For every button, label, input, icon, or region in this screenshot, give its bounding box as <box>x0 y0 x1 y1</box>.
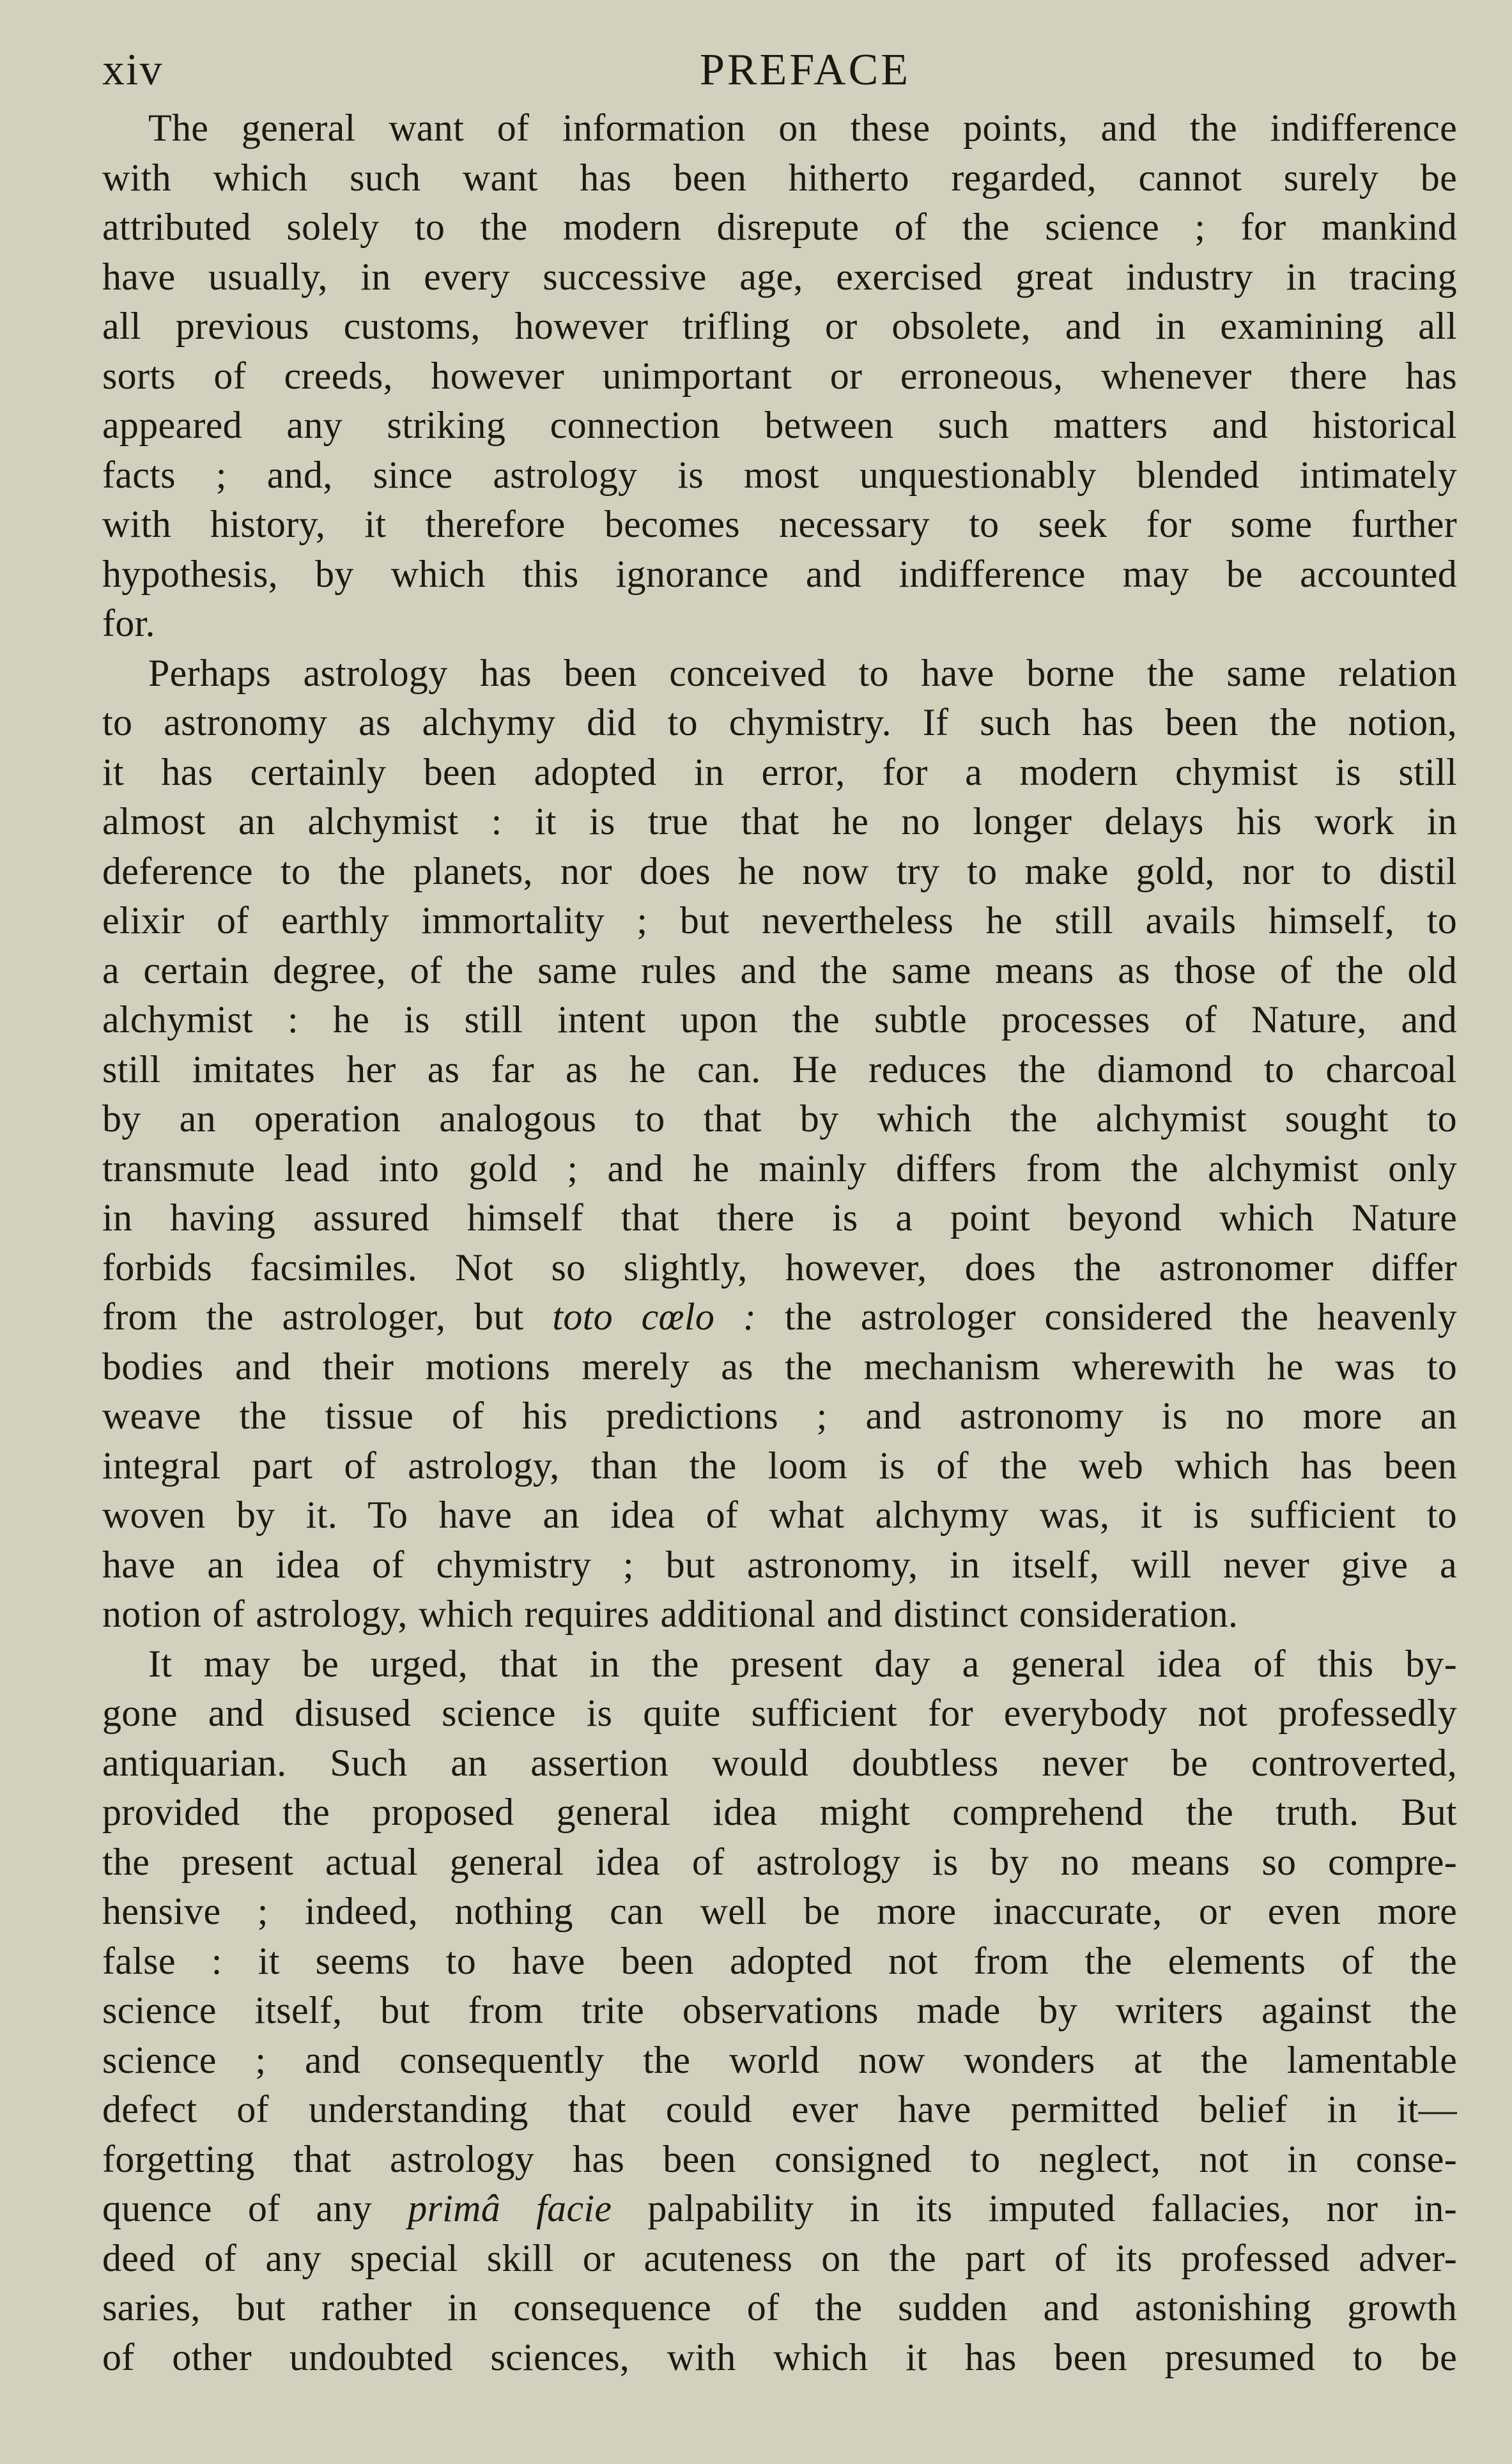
page-title: PREFACE <box>699 45 911 95</box>
text-line-with-italic <box>102 2184 1457 2234</box>
text-line: science itself, but from trite observations made by writers against the <box>102 1989 1457 2031</box>
text-line: saries, but rather in consequence of the sudden and astonishing growth <box>102 2286 1457 2328</box>
text-line: still imitates her as far as he can. He reduces the diamond to charcoal <box>102 1048 1457 1090</box>
book-page <box>102 38 1457 2382</box>
text-line: hensive ; indeed, nothing can well be more inaccurate, or even more <box>102 1890 1457 1932</box>
text-line: by an operation analogous to that by which the alchymist sought to <box>102 1097 1457 1140</box>
text-segment: from the astrologer, but <box>102 1296 553 1338</box>
text-line: woven by it. To have an idea of what alchymy was, it is sufficient to <box>102 1494 1457 1536</box>
text-line: defect of understanding that could ever have permitted belief in it— <box>102 2088 1457 2130</box>
text-line: a certain degree, of the same rules and the same means as those of the old <box>102 949 1457 991</box>
text-line: forgetting that astrology has been consigned to neglect, not in conse- <box>102 2137 1457 2180</box>
text-line: gone and disused science is quite sufficient for everybody not professedly <box>102 1692 1457 1734</box>
text-line: of other undoubted sciences, with which it has been presumed to be <box>102 2336 1457 2378</box>
text-line-with-italic <box>102 1292 1457 1342</box>
text-line: have usually, in every successive age, exercised great industry in tracing <box>102 255 1457 298</box>
running-head <box>102 38 1457 102</box>
text-line: deed of any special skill or acuteness on the part of its professed adver- <box>102 2236 1457 2279</box>
text-line: the present actual general idea of astrology is by no means so compre- <box>102 1840 1457 1883</box>
text-segment: palpability in its imputed fallacies, nor in- <box>612 2187 1457 2229</box>
page-number: xiv <box>102 45 164 95</box>
text-line: forbids facsimiles. Not so slightly, however, does the astronomer differ <box>102 1246 1457 1289</box>
text-line: hypothesis, by which this ignorance and indifference may be accounted <box>102 552 1457 595</box>
text-line: transmute lead into gold ; and he mainly differs from the alchymist only <box>102 1147 1457 1189</box>
text-line: have an idea of chymistry ; but astronomy, in itself, will never give a <box>102 1543 1457 1586</box>
text-line: antiquarian. Such an assertion would doubtless never be controverted, <box>102 1741 1457 1784</box>
text-line: almost an alchymist : it is true that he no longer delays his work in <box>102 800 1457 842</box>
text-line: elixir of earthly immortality ; but nevertheless he still avails himself, to <box>102 899 1457 941</box>
text-line: bodies and their motions merely as the mechanism wherewith he was to <box>102 1345 1457 1388</box>
text-line: attributed solely to the modern disrepute of the science ; for mankind <box>102 206 1457 248</box>
text-line: deference to the planets, nor does he now try to make gold, nor to distil <box>102 849 1457 892</box>
italic-phrase: primâ facie <box>408 2187 612 2229</box>
text-line: notion of astrology, which requires additional and distinct consideration. <box>102 1593 1238 1635</box>
text-line: in having assured himself that there is a point beyond which Nature <box>102 1197 1457 1239</box>
text-segment: the astrologer considered the heavenly <box>756 1296 1457 1338</box>
text-line: facts ; and, since astrology is most unquestionably blended intimately <box>102 453 1457 496</box>
text-line: to astronomy as alchymy did to chymistry. If such has been the notion, <box>102 701 1457 743</box>
text-line: The general want of information on these points, and the indifference <box>148 107 1457 149</box>
text-line: false : it seems to have been adopted not from the elements of the <box>102 1939 1457 1982</box>
text-line: It may be urged, that in the present day a general idea of this by- <box>148 1642 1457 1685</box>
text-line: all previous customs, however trifling or obsolete, and in examining all <box>102 305 1457 347</box>
text-segment: quence of any <box>102 2187 408 2229</box>
text-line: Perhaps astrology has been conceived to have borne the same relation <box>148 651 1457 694</box>
text-line: it has certainly been adopted in error, for a modern chymist is still <box>102 750 1457 793</box>
text-line: sorts of creeds, however unimportant or erroneous, whenever there has <box>102 354 1457 397</box>
text-line: integral part of astrology, than the loom is of the web which has been <box>102 1444 1457 1487</box>
italic-phrase: toto cœlo : <box>552 1296 757 1338</box>
text-line: science ; and consequently the world now wonders at the lamentable <box>102 2038 1457 2081</box>
body-text <box>102 104 1457 2382</box>
text-line: alchymist : he is still intent upon the subtle processes of Nature, and <box>102 998 1457 1041</box>
text-line: provided the proposed general idea might comprehend the truth. But <box>102 1791 1457 1833</box>
text-line: with which such want has been hitherto regarded, cannot surely be <box>102 156 1457 199</box>
text-line: with history, it therefore becomes necessary to seek for some further <box>102 503 1457 545</box>
text-line: for. <box>102 602 155 644</box>
text-line: appeared any striking connection between such matters and historical <box>102 404 1457 446</box>
text-line: weave the tissue of his predictions ; and astronomy is no more an <box>102 1395 1457 1437</box>
